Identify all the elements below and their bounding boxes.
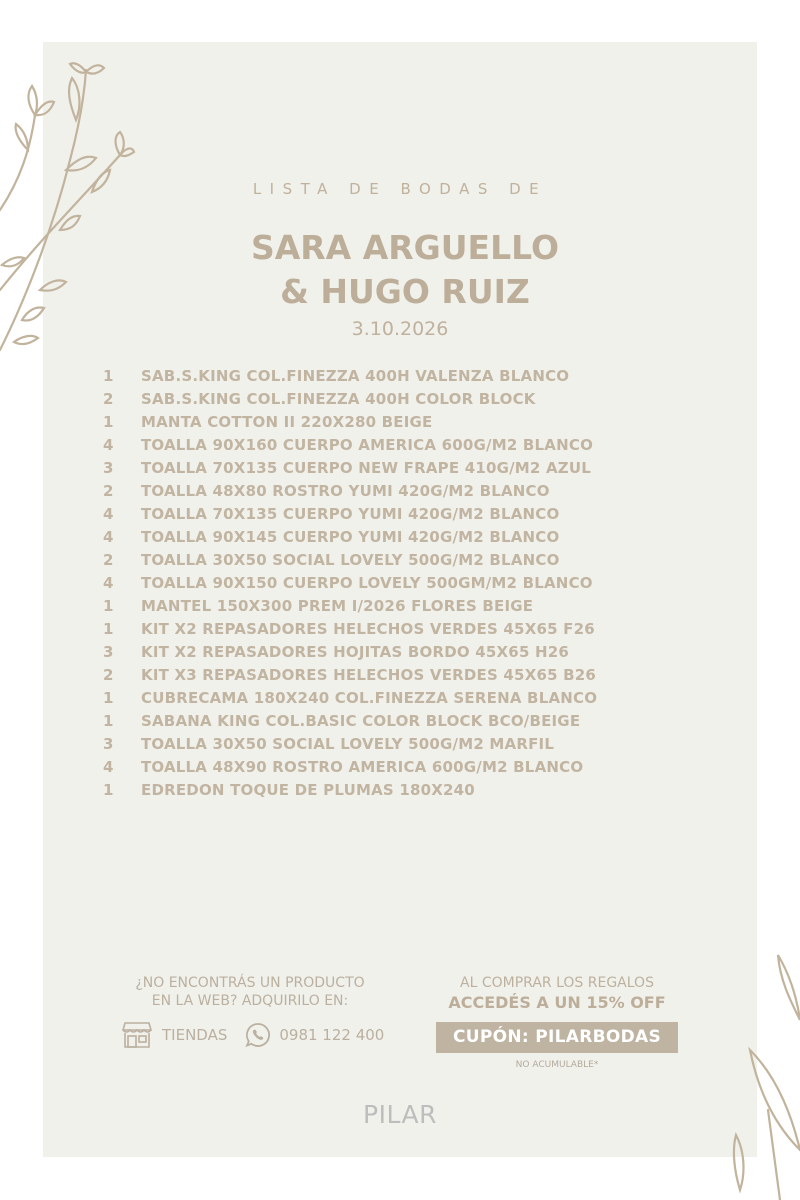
not-found-note xyxy=(110,974,390,1010)
gift-description: CUBRECAMA 180X240 COL.FINEZZA SERENA BLANCO xyxy=(141,688,598,707)
list-subtitle: LISTA DE BODAS DE xyxy=(252,180,548,198)
gift-item xyxy=(103,732,743,755)
gift-quantity: 1 xyxy=(103,688,114,707)
gift-item xyxy=(103,525,743,548)
gift-item xyxy=(103,686,743,709)
gift-quantity: 2 xyxy=(103,389,114,408)
gift-description: TOALLA 90X145 CUERPO YUMI 420G/M2 BLANCO xyxy=(141,527,560,546)
gift-item xyxy=(103,456,743,479)
not-found-line-1: ¿NO ENCONTRÁS UN PRODUCTO xyxy=(135,975,365,991)
gift-description: KIT X3 REPASADORES HELECHOS VERDES 45X65 B26 xyxy=(141,665,597,684)
gift-quantity: 3 xyxy=(103,642,114,661)
gift-quantity: 4 xyxy=(103,527,114,546)
gift-item xyxy=(103,410,743,433)
gift-quantity: 1 xyxy=(103,366,114,385)
store-icon xyxy=(122,1021,152,1049)
gift-quantity: 1 xyxy=(103,711,114,730)
gift-item xyxy=(103,433,743,456)
wedding-date: 3.10.2026 xyxy=(351,318,449,340)
gift-description: SAB.S.KING COL.FINEZZA 400H COLOR BLOCK xyxy=(141,389,536,408)
gift-description: TOALLA 30X50 SOCIAL LOVELY 500G/M2 MARFIL xyxy=(141,734,555,753)
gift-description: TOALLA 48X80 ROSTRO YUMI 420G/M2 BLANCO xyxy=(141,481,550,500)
gift-description: TOALLA 90X150 CUERPO LOVELY 500GM/M2 BLANCO xyxy=(141,573,593,592)
contact-options xyxy=(122,1020,384,1050)
gift-description: SAB.S.KING COL.FINEZZA 400H VALENZA BLANCO xyxy=(141,366,570,385)
brand-logo: PILAR xyxy=(363,1100,437,1129)
gift-item xyxy=(103,548,743,571)
gift-item xyxy=(103,778,743,801)
gift-quantity: 1 xyxy=(103,412,114,431)
gift-description: EDREDON TOQUE DE PLUMAS 180X240 xyxy=(141,780,475,799)
gift-description: TOALLA 48X90 ROSTRO AMERICA 600G/M2 BLANCO xyxy=(141,757,584,776)
gift-item xyxy=(103,640,743,663)
gift-item xyxy=(103,617,743,640)
gift-quantity: 1 xyxy=(103,619,114,638)
promo-line-1: AL COMPRAR LOS REGALOS xyxy=(460,975,654,991)
stores-link[interactable]: TIENDAS xyxy=(162,1026,228,1044)
gift-item xyxy=(103,663,743,686)
gift-quantity: 2 xyxy=(103,481,114,500)
gift-description: KIT X2 REPASADORES HELECHOS VERDES 45X65 F26 xyxy=(141,619,595,638)
gift-item xyxy=(103,571,743,594)
gift-quantity: 4 xyxy=(103,504,114,523)
gift-item xyxy=(103,364,743,387)
not-found-line-2: EN LA WEB? ADQUIRILO EN: xyxy=(151,993,349,1009)
gift-description: KIT X2 REPASADORES HOJITAS BORDO 45X65 H26 xyxy=(141,642,570,661)
gift-list xyxy=(103,364,743,801)
gift-description: TOALLA 30X50 SOCIAL LOVELY 500G/M2 BLANCO xyxy=(141,550,560,569)
leaf-branch-decoration-bottom-right xyxy=(720,950,800,1200)
gift-item xyxy=(103,502,743,525)
gift-item xyxy=(103,387,743,410)
gift-quantity: 4 xyxy=(103,573,114,592)
gift-description: SABANA KING COL.BASIC COLOR BLOCK BCO/BEIGE xyxy=(141,711,581,730)
leaf-branch-decoration-top-left xyxy=(0,60,140,360)
gift-quantity: 4 xyxy=(103,435,114,454)
gift-quantity: 2 xyxy=(103,550,114,569)
gift-description: MANTA COTTON II 220X280 BEIGE xyxy=(141,412,433,431)
phone-number[interactable]: 0981 122 400 xyxy=(279,1026,385,1044)
gift-quantity: 1 xyxy=(103,780,114,799)
whatsapp-icon xyxy=(245,1022,271,1048)
gift-item xyxy=(103,755,743,778)
gift-description: TOALLA 70X135 CUERPO YUMI 420G/M2 BLANCO xyxy=(141,504,560,523)
gift-quantity: 1 xyxy=(103,596,114,615)
gift-description: TOALLA 90X160 CUERPO AMERICA 600G/M2 BLANCO xyxy=(141,435,594,454)
promo-line-2: ACCEDÉS A UN 15% OFF xyxy=(448,993,666,1012)
gift-item xyxy=(103,709,743,732)
couple-name-line-2: & HUGO RUIZ xyxy=(280,272,530,311)
couple-names xyxy=(200,226,610,314)
gift-quantity: 2 xyxy=(103,665,114,684)
gift-description: MANTEL 150X300 PREM I/2026 FLORES BEIGE xyxy=(141,596,534,615)
discount-promo xyxy=(436,974,678,1070)
gift-item xyxy=(103,479,743,502)
gift-quantity: 4 xyxy=(103,757,114,776)
gift-description: TOALLA 70X135 CUERPO NEW FRAPE 410G/M2 AZUL xyxy=(141,458,592,477)
gift-item xyxy=(103,594,743,617)
gift-quantity: 3 xyxy=(103,734,114,753)
couple-name-line-1: SARA ARGUELLO xyxy=(250,228,560,267)
coupon-badge: CUPÓN: PILARBODAS xyxy=(436,1022,678,1053)
coupon-disclaimer: NO ACUMULABLE* xyxy=(515,1060,599,1070)
gift-quantity: 3 xyxy=(103,458,114,477)
